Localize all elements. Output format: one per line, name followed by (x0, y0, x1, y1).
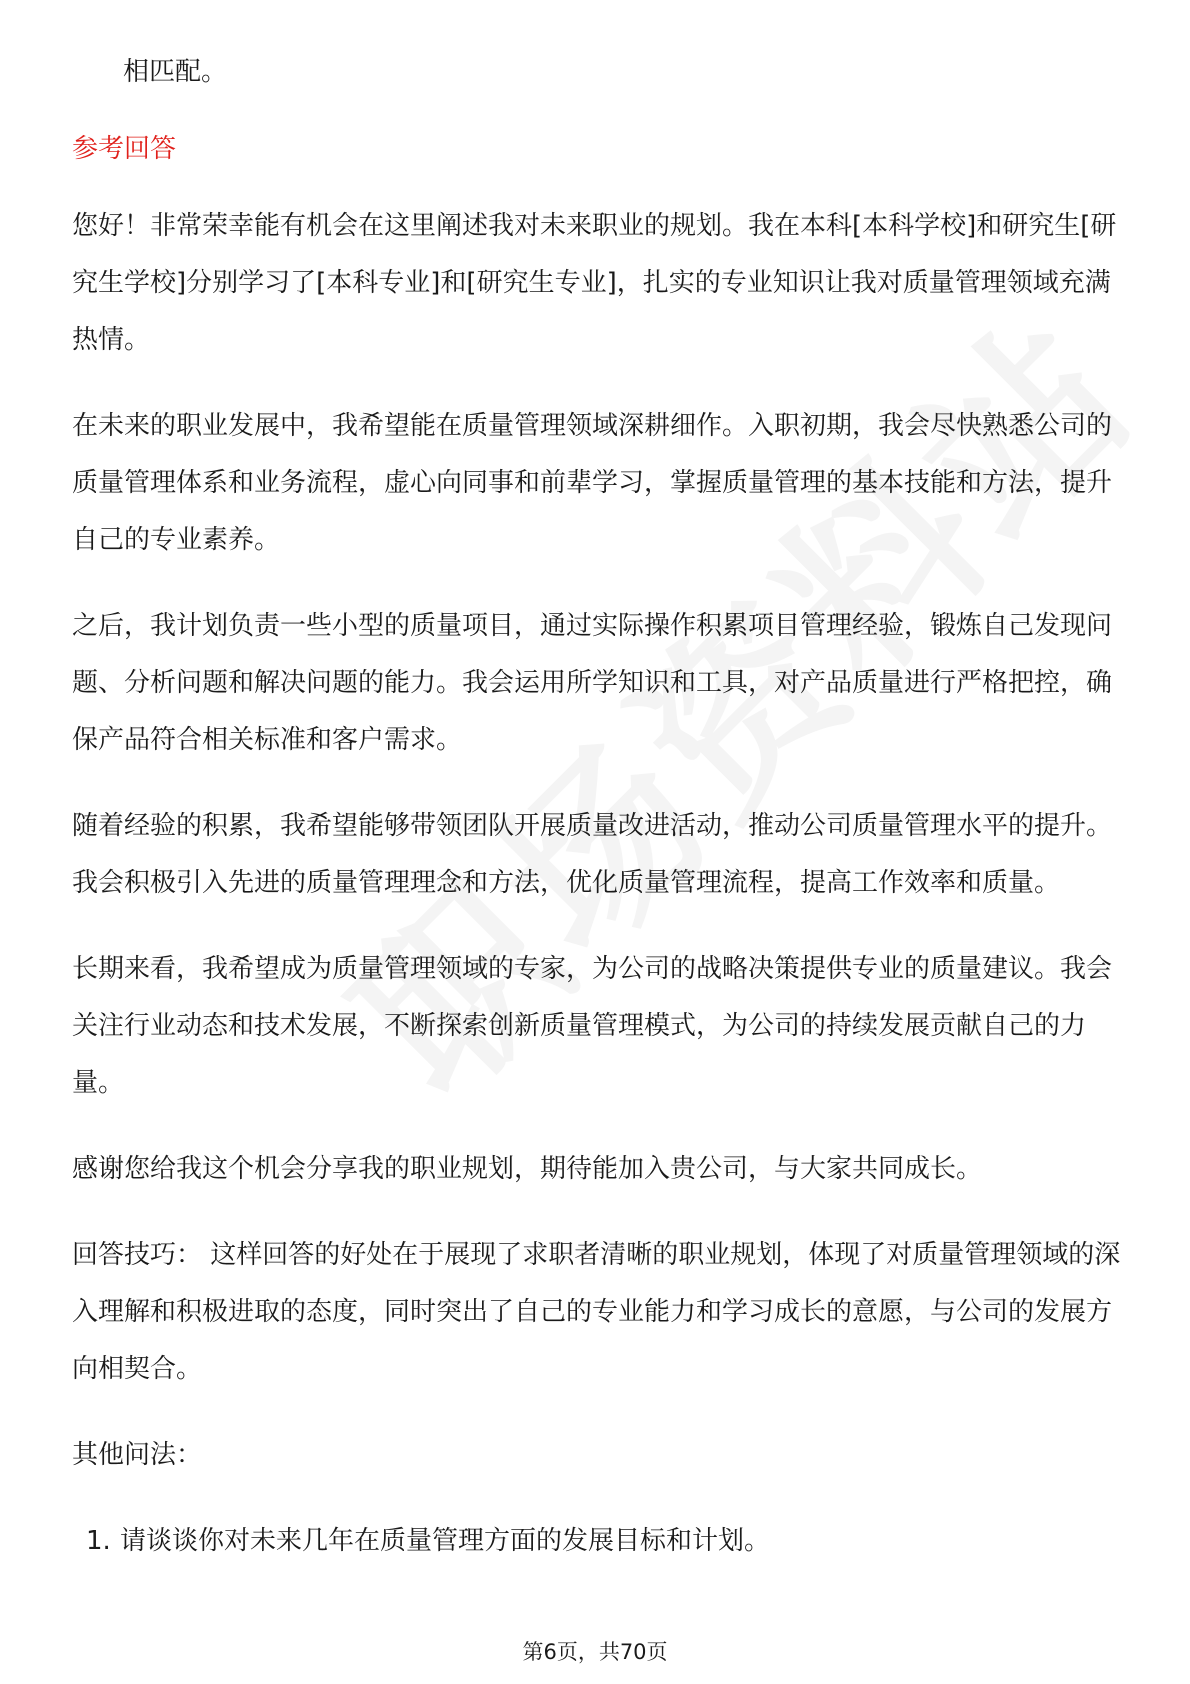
answer-tips-paragraph: 回答技巧： 这样回答的好处在于展现了求职者清晰的职业规划，体现了对质量管理领域的深入理解和积极进取的态度，同时突出了自己的专业能力和学习成长的意愿，与公司的发展方向相契合。 (72, 1240, 1121, 1384)
list-item (72, 1513, 1122, 1570)
section-title: 参考回答 (72, 134, 177, 164)
other-questions-heading: 其他问法： (72, 1440, 203, 1470)
paragraph: 在未来的职业发展中，我希望能在质量管理领域深耕细作。入职初期，我会尽快熟悉公司的质量管理体系和业务流程，虚心向同事和前辈学习，掌握质量管理的基本技能和方法，提升自己的专业素养。 (72, 411, 1113, 555)
list-item-number: 1. (86, 1526, 111, 1556)
paragraph: 感谢您给我这个机会分享我的职业规划，期待能加入贵公司，与大家共同成长。 (72, 1154, 983, 1184)
continuation-line: 相匹配。 (123, 57, 228, 87)
other-questions-list (72, 1513, 1122, 1570)
list-item-text: 请谈谈你对未来几年在质量管理方面的发展目标和计划。 (120, 1526, 771, 1556)
page-content (72, 44, 1122, 1570)
paragraph: 随着经验的积累，我希望能够带领团队开展质量改进活动，推动公司质量管理水平的提升。我会积极引入先进的质量管理理念和方法，优化质量管理流程，提高工作效率和质量。 (72, 811, 1113, 898)
paragraph: 您好！非常荣幸能有机会在这里阐述我对未来职业的规划。我在本科[本科学校]和研究生[研究生学校]分别学习了[本科专业]和[研究生专业]，扎实的专业知识让我对质量管理领域充满热情。 (72, 211, 1117, 355)
paragraph: 长期来看，我希望成为质量管理领域的专家，为公司的战略决策提供专业的质量建议。我会关注行业动态和技术发展，不断探索创新质量管理模式，为公司的持续发展贡献自己的力量。 (72, 954, 1113, 1098)
paragraph: 之后，我计划负责一些小型的质量项目，通过实际操作积累项目管理经验，锻炼自己发现问题、分析问题和解决问题的能力。我会运用所学知识和工具，对产品质量进行严格把控，确保产品符合相关标准和客户需求。 (72, 611, 1113, 755)
page-footer: 第6页，共70页 (522, 1640, 668, 1664)
